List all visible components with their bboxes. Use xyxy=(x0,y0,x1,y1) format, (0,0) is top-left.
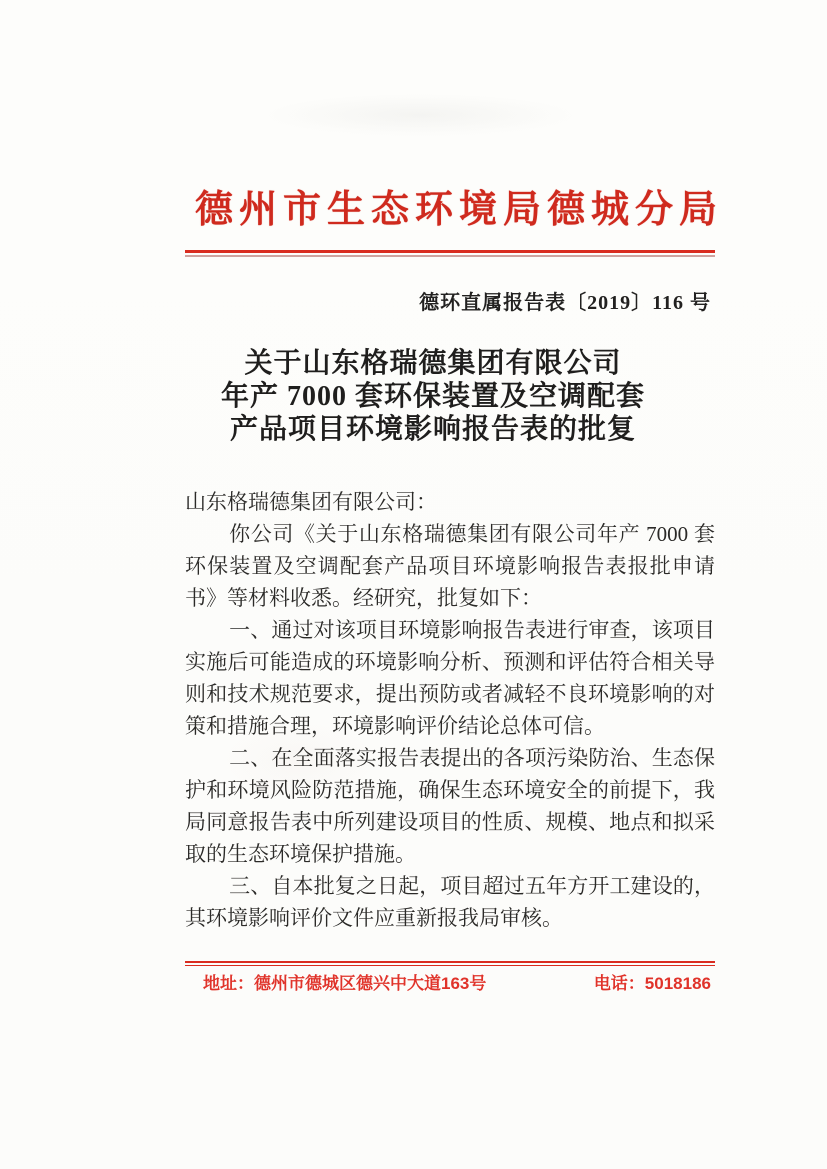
document-title-line-3: 产品项目环境影响报告表的批复 xyxy=(229,414,636,445)
body-paragraph-item-1: 一、通过对该项目环境影响报告表进行审查，该项目实施后可能造成的环境影响分析、预测和评估符合相关导则和技术规范要求，提出预防或者减轻不良环境影响的对策和措施合理，环境影响评价结论总体可信。 xyxy=(185,618,715,738)
salutation-line: 山东格瑞德集团有限公司： xyxy=(185,490,437,514)
document-title xyxy=(185,347,715,446)
page-footer xyxy=(185,961,715,995)
footer-phone: 电话：5018186 xyxy=(593,974,711,993)
document-title-line-2: 年产 7000 套环保装置及空调配套 xyxy=(220,381,645,412)
letterhead-divider xyxy=(185,250,715,257)
body-paragraph-item-2: 二、在全面落实报告表提出的各项污染防治、生态保护和环境风险防范措施，确保生态环境安全的前提下，我局同意报告表中所列建设项目的性质、规模、地点和拟采取的生态环境保护措施。 xyxy=(185,746,715,866)
document-title-line-1: 关于山东格瑞德集团有限公司 xyxy=(244,348,622,379)
footer-divider-thin-line xyxy=(185,965,715,966)
body-paragraph-item-3: 三、自本批复之日起，项目超过五年方开工建设的，其环境影响评价文件应重新报我局审核。 xyxy=(185,874,715,930)
body-paragraph-intro: 你公司《关于山东格瑞德集团有限公司年产 7000 套环保装置及空调配套产品项目环境影响报告表报批申请书》等材料收悉。经研究，批复如下： xyxy=(185,522,715,610)
footer-address: 地址：德州市德城区德兴中大道163号 xyxy=(203,974,487,993)
document-body xyxy=(185,486,715,934)
letterhead-divider-thin-line xyxy=(185,255,715,257)
document-reference-number: 德环直属报告表〔2019〕116 号 xyxy=(419,292,711,314)
agency-letterhead-title: 德州市生态环境局德城分局 xyxy=(195,189,724,231)
footer-contact-row xyxy=(185,973,715,995)
document-content xyxy=(185,0,724,934)
